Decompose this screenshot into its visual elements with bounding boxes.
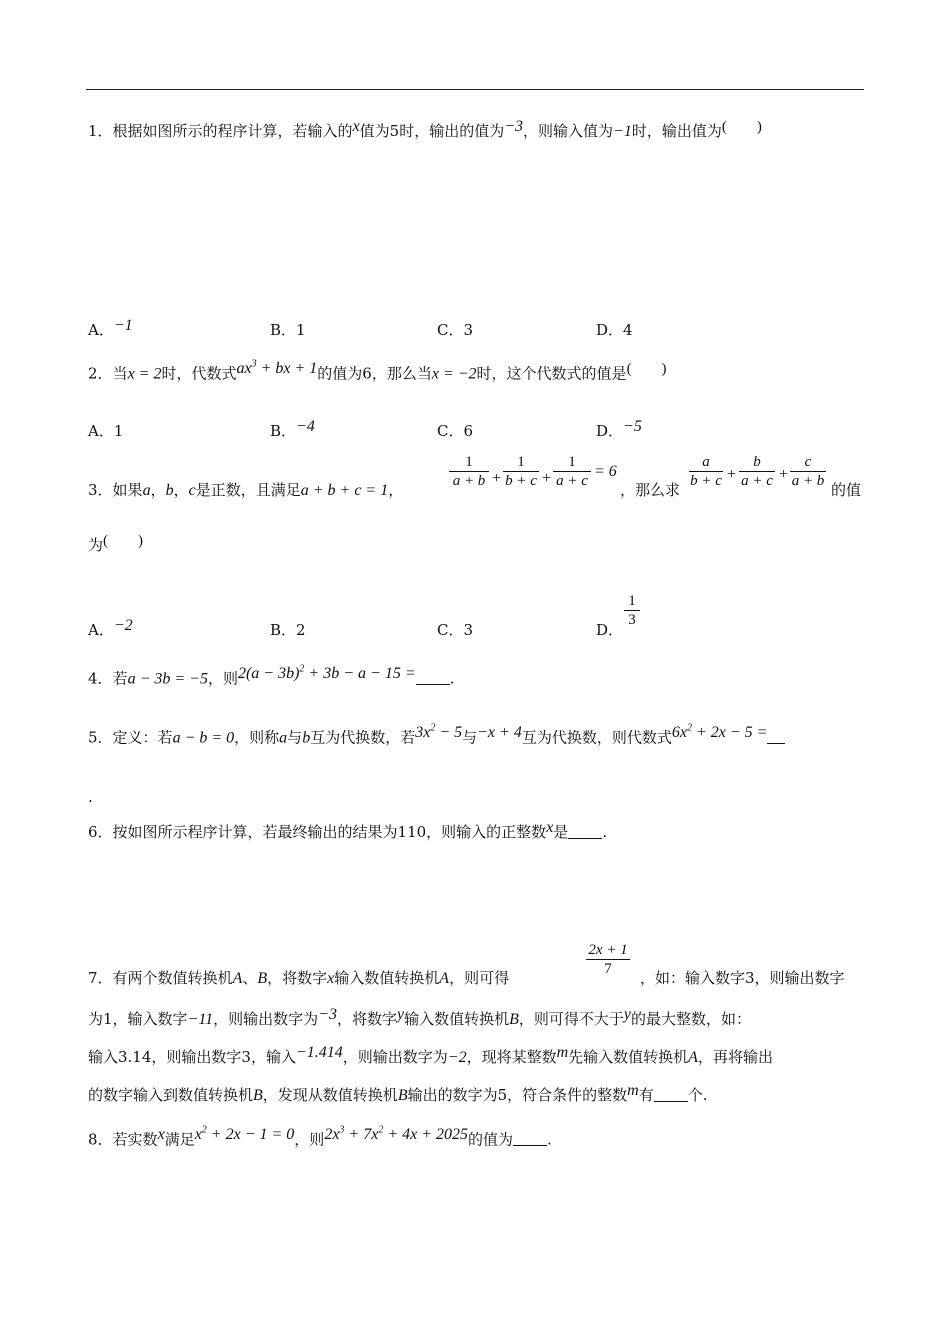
question-7-line-2: 为1，输入数字−11，则输出数字为−3，将数字y输入数值转换机B，则可得不大于y的最大整数，如： [88,1006,752,1028]
q3-answer-paren: ( ) [103,533,144,549]
question-3: 3．如果a，b，c是正数，且满足a + b + c = 1， [88,481,404,499]
question-7-line-3: 输入3.14，则输出数字3，输入−1.414，则输出数字为−2，现将某整数m先输入数值转换机A，再将输出 [88,1044,773,1066]
q3-plus-2: + [541,470,552,487]
q7-line-1-end: ，如：输入数字3，则输出数字 [640,969,845,987]
q3-plus-1: + [491,470,502,487]
q8-expression: $2x^3 + 7x^2 + 4x + 2025$ [324,1125,469,1144]
q1-number: 1． [88,122,113,140]
q5-condition: a − b = 0 [172,729,235,747]
q1-text-a: 根据如图所示的程序计算，若输入的 [112,122,353,140]
q1-value-neg3: −3 [504,118,524,135]
q3-equals-6: = 6 [594,463,617,480]
q7-answer-blank [654,1087,688,1102]
question-8: 8．若实数x满足$x^2 + 2x - 1 = 0$，则$2x^3 + 7x^2 + 4x + 2025$的值为 . [88,1125,552,1149]
q1-option-d: D．4 [596,321,633,339]
header-rule [86,89,864,90]
q3-option-b: B．2 [270,621,306,639]
q2-option-b: B．−4 [270,418,315,440]
q3-fraction-3: 1 a + c [553,453,591,490]
q2-option-a: A．1 [88,422,124,440]
q3-option-a: A．−2 [88,617,133,639]
question-7-line-1: 7．有两个数值转换机A、B，将数字x输入数值转换机A，则可得 [88,969,510,987]
q3-condition: a + b + c = 1 [300,482,389,499]
q3-fraction-2: 1 b + c [503,453,539,490]
q5-answer-blank [767,729,785,744]
q2-expression: $ax^3$ + bx + 1 [236,359,318,378]
q3-text-c: ，那么求 [620,481,681,499]
question-1 [88,118,762,142]
q1-text-b: 值为5时，输出的值为 [359,122,505,140]
q6-answer-blank [568,824,602,839]
question-5: 5．定义：若a − b = 0，则称a与b互为代换数，若$3x^2 - 5$与−x + 4互为代换数，则代数式$6x^2 + 2x - 5$ = [88,724,785,748]
q1-value-neg1: −1 [613,123,632,140]
q3-option-c: C．3 [437,621,474,639]
q2-answer-paren: ( ) [626,361,667,378]
q8-condition: $x^2 + 2x - 1 = 0$ [194,1125,295,1144]
q1-option-a: A．−1 [88,317,133,339]
q1-text-d: 时，输出值为 [631,122,722,140]
q3-fraction-1: 1 a + b [449,453,489,490]
question-6: 6．按如图所示程序计算，若最终输出的结果为110，则输入的正整数x是 . [88,819,608,841]
q2-condition-1: x = 2 [127,365,162,383]
q2-condition-2: x = −2 [431,365,477,383]
q4-expression: $2(a - 3b)^2 + 3b - a - 15$ = [237,664,416,683]
question-2: 2．当x = 2时，代数式$ax^3$ + bx + 1的值为6，那么当x = −2时，这个代数式的值是( ) [88,359,667,383]
q2-option-c: C．6 [437,422,474,440]
q2-option-d: D．−5 [596,418,642,440]
q1-option-b: B．1 [270,321,306,339]
q3-fraction-g1: a b + c [690,454,722,489]
q5-expression-3: $6x^2 + 2x - 5$ = [671,723,768,742]
q1-text-c: ，则输入值为 [523,122,614,140]
q3-text-d: 的值 [831,481,862,499]
q1-var-x: x [352,118,360,135]
q4-condition: a − 3b = −5 [127,670,208,688]
q3-fraction-g2: b a + c [739,453,775,490]
q3-option-d: D． [596,621,624,639]
q3-plus-3: + [726,466,737,483]
question-4: 4．若a − 3b = −5，则$2(a - 3b)^2 + 3b - a - 15$ = . [88,664,455,688]
q4-answer-blank [416,670,450,685]
q5-end-period: . [88,788,93,806]
q5-expression-1: $3x^2 - 5$ [415,723,463,742]
q7-fraction: 2x + 1 7 [586,941,630,978]
q3-plus-4: + [778,466,789,483]
q5-expression-2: −x + 4 [477,724,522,742]
q3-option-d-fraction: 1 3 [624,592,640,629]
question-7-line-4: 的数字输入到数值转换机B，发现从数值转换机B输出的数字为5，符合条件的整数m有 个. [88,1082,708,1104]
q3-fraction-g3: c a + b [791,454,825,489]
q1-answer-paren: ( ) [721,119,762,135]
q1-option-c: C．3 [437,321,474,339]
question-3-line-2: 为( ) [88,533,144,554]
q8-answer-blank [513,1131,547,1146]
